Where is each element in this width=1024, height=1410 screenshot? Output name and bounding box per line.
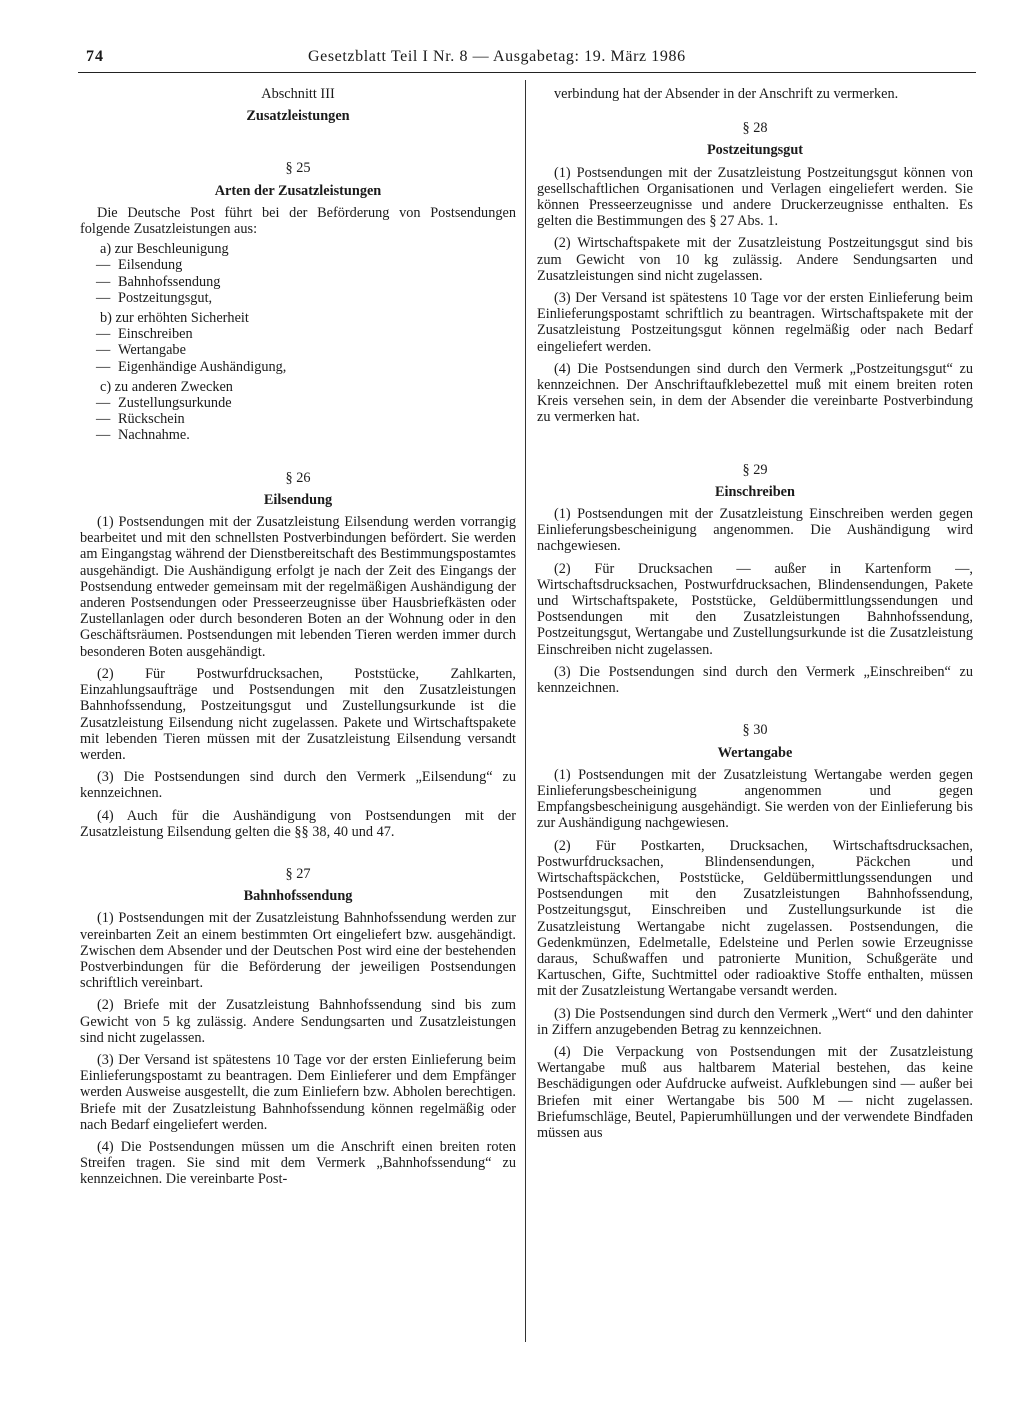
list-item: — Einschreiben [118, 326, 516, 342]
p25-group-b [80, 310, 516, 375]
p27-title: Bahnhofssendung [243, 888, 353, 905]
list-item: — Rückschein [118, 411, 516, 427]
p25-intro: Die Deutsche Post führt bei der Beförderung von Postsendungen folgende Zusatzleistungen aus: [80, 204, 516, 238]
p25-group-a [80, 241, 516, 306]
carryover-text: verbindung hat der Absender in der Anschrift zu vermerken. [554, 86, 899, 102]
p28-title: Postzeitungsgut [706, 142, 804, 159]
list-item: — Zustellungsurkunde [118, 395, 516, 411]
p28-para-3: (3) Der Versand ist spätestens 10 Tage vor der ersten Einlieferung beim Einlieferungspostamt schriftlich zu beantragen. Wirtschaftspakete mit der Zusatzleistung Postzeitungsgut können regelmäßig oder nach Bedarf eingeliefert werden. [537, 290, 973, 355]
p26-para-2: (2) Für Postwurfdrucksachen, Poststücke, Zahlkarten, Einzahlungsaufträge und Postsendungen mit den Zusatzleistungen Bahnhofssendung, Postzeitungsgut und Zustellungsurkunde ist die Zusatzleistung Eilsendung nicht zugelassen. Pakete und Wirtschaftspakete mit lebenden Tieren müssen mit der Zusatzleistung Eilsendung versandt werden. [80, 665, 516, 763]
p29-para-3: (3) Die Postsendungen sind durch den Vermerk „Einschreiben“ zu kennzeichnen. [537, 663, 973, 697]
right-column [537, 86, 973, 1141]
list-item: — Wertangabe [118, 342, 516, 358]
list-item: — Bahnhofssendung [118, 274, 516, 290]
header-title: Gesetzblatt Teil I Nr. 8 — Ausgabetag: 19. März 1986 [308, 48, 686, 65]
p28-para-4: (4) Die Postsendungen sind durch den Vermerk „Postzeitungsgut“ zu kennzeichnen. Der Anschriftaufklebezettel muß mit einem breiten roten Kreis versehen sein, in dem der Absender die vereinbarte Postverbindung zu vermerken hat. [537, 360, 973, 426]
p25-title: Arten der Zusatzleistungen [214, 182, 382, 199]
p30-number: § 30 [742, 722, 768, 739]
p30-para-4: (4) Die Verpackung von Postsendungen mit der Zusatzleistung Wertangabe muß aus haltbarem Material bestehen, das keine Beschädigungen oder Aufdrucke aufweist. Aufklebungen sind — außer bei Briefen mit einer Wertangabe bis 500 M — nicht zugelassen. Briefumschläge, Beutel, Papierumhüllungen und der verwendete Bindfaden müssen aus [537, 1043, 973, 1141]
list-item: — Nachnahme. [118, 427, 516, 443]
section-title: Zusatzleistungen [246, 108, 350, 125]
page-number: 74 [86, 48, 104, 65]
p29-para-1: (1) Postsendungen mit der Zusatzleistung Einschreiben werden gegen Einlieferungsbescheinigung angenommen. Die Aushändigung wird nachgewiesen. [537, 506, 973, 555]
p26-para-1: (1) Postsendungen mit der Zusatzleistung Eilsendung werden vorrangig bearbeitet und mit den schnellsten Postverbindungen befördert. Sie werden am Eingangstag während der Dienstbereitschaft des Bestimmungspostamtes ausgehändigt. Die Aushändigung erfolgt je nach der Zeit des Eingangs der Postsendung entweder gemeinsam mit der regelmäßigen Aushändigung der anderen Postsendungen oder Presseerzeugnisse über Hausbriefkästen oder Zustellanlagen oder durch besonderen Boten an der Wohnung oder in den Geschäftsräumen. Postsendungen mit lebenden Tieren werden immer durch besonderen Boten ausgehändigt. [80, 514, 516, 660]
p26-number: § 26 [285, 469, 311, 486]
p27-para-3: (3) Der Versand ist spätestens 10 Tage vor der ersten Einlieferung beim Einlieferungspostamt zu beantragen. Dem Einlieferer und dem Empfänger werden Ausweise ausgestellt, die zum Einliefern bzw. Abholen berechtigen. Briefe mit der Zusatzleistung Bahnhofssendung können regelmäßig oder nach Bedarf eingeliefert werden. [80, 1051, 516, 1133]
p25-number: § 25 [285, 160, 311, 177]
section-label: Abschnitt III [261, 86, 335, 102]
p26-para-3: (3) Die Postsendungen sind durch den Vermerk „Eilsendung“ zu kennzeichnen. [80, 769, 516, 802]
p25-group-b-label: b) zur erhöhten Sicherheit [100, 310, 249, 327]
p28-para-2: (2) Wirtschaftspakete mit der Zusatzleistung Postzeitungsgut sind bis zum Gewicht von 10 kg zulässig. Andere Sendungsarten und Zusatzleistungen sind nicht zugelassen. [537, 235, 973, 284]
p29-number: § 29 [742, 461, 768, 478]
p30-para-2: (2) Für Postkarten, Drucksachen, Wirtschaftsdrucksachen, Postwurfdrucksachen, Blindensendungen, Päckchen und Wirtschaftspäckchen, Poststücke, Geldübermittlungssendungen und Postsendungen mit den Zusatzleistungen Bahnhofssendung, Postzeitungsgut, Einschreiben und Zustellungsurkunde ist die Zusatzleistung Wertangabe nicht zugelassen. Postsendungen, die Gedenkmünzen, Edelmetalle, Edelsteine und Perlen sowie Erzeugnisse daraus, Schußwaffen und patronierte Munition, Schußgeräte und Kartuschen, Gifte, Suchtmittel oder radioaktive Stoffe enthalten, müssen mit der Zusatzleistung Wertangabe versandt werden. [537, 837, 973, 1000]
header-rule [78, 72, 976, 73]
p27-para-2: (2) Briefe mit der Zusatzleistung Bahnhofssendung sind bis zum Gewicht von 5 kg zulässig. Andere Sendungsarten und Zusatzleistungen sind nicht zugelassen. [80, 997, 516, 1046]
p25-group-a-label: a) zur Beschleunigung [100, 241, 229, 258]
p25-group-c-label: c) zu anderen Zwecken [100, 378, 233, 395]
p30-para-3: (3) Die Postsendungen sind durch den Vermerk „Wert“ und den dahinter in Ziffern anzugebenden Betrag zu kennzeichnen. [537, 1005, 973, 1038]
p27-number: § 27 [285, 865, 311, 882]
p25-group-c [80, 379, 516, 444]
p30-para-1: (1) Postsendungen mit der Zusatzleistung Wertangabe werden gegen Einlieferungsbescheinigung angenommen und gegen Empfangsbescheinigung ausgehändigt. Sie werden von der Einlieferung bis zur Aushändigung nachgewiesen. [537, 766, 973, 832]
p27-para-4: (4) Die Postsendungen müssen um die Anschrift einen breiten roten Streifen tragen. Sie sind mit dem Vermerk „Bahnhofssendung“ zu kennzeichnen. Die vereinbarte Post- [80, 1138, 516, 1188]
list-item: — Eilsendung [118, 257, 516, 273]
list-item: — Postzeitungsgut, [118, 290, 516, 306]
p27-para-1: (1) Postsendungen mit der Zusatzleistung Bahnhofssendung werden zur vereinbarten Zeit an einem bestimmten Ort eingeliefert bzw. ausgehändigt. Zwischen dem Absender und der Deutschen Post wird eine der bestehenden Postverbindungen für die Beförderung der jeweiligen Postsendungen schriftlich vereinbart. [80, 910, 516, 992]
p26-title: Eilsendung [263, 491, 333, 508]
p28-number: § 28 [742, 120, 768, 137]
p30-title: Wertangabe [717, 744, 793, 761]
list-item: — Eigenhändige Aushändigung, [118, 359, 516, 375]
p29-para-2: (2) Für Drucksachen — außer in Kartenform —, Wirtschaftsdrucksachen, Postwurfdrucksachen, Blindensendungen, Pakete und Wirtschaftspakete, Poststücke, Geldübermittlungssendungen und Postsendungen mit den Zusatzleistungen Bahnhofssendung, Postzeitungsgut, Wertangabe und Zustellungsurkunde ist die Zusatzleistung Einschreiben nicht zugelassen. [537, 560, 973, 658]
p26-para-4: (4) Auch für die Aushändigung von Postsendungen mit der Zusatzleistung Eilsendung gelten die §§ 38, 40 und 47. [80, 807, 516, 840]
p29-title: Einschreiben [715, 483, 795, 500]
column-divider [525, 80, 526, 1342]
left-column [80, 86, 516, 1188]
p28-para-1: (1) Postsendungen mit der Zusatzleistung Postzeitungsgut können von gesellschaftlichen Organisationen und Verlagen eingeliefert werden. Sie können Presseerzeugnisse und andere Druckerzeugnisse enthalten. Es gelten die Bestimmungen des § 27 Abs. 1. [537, 164, 973, 230]
